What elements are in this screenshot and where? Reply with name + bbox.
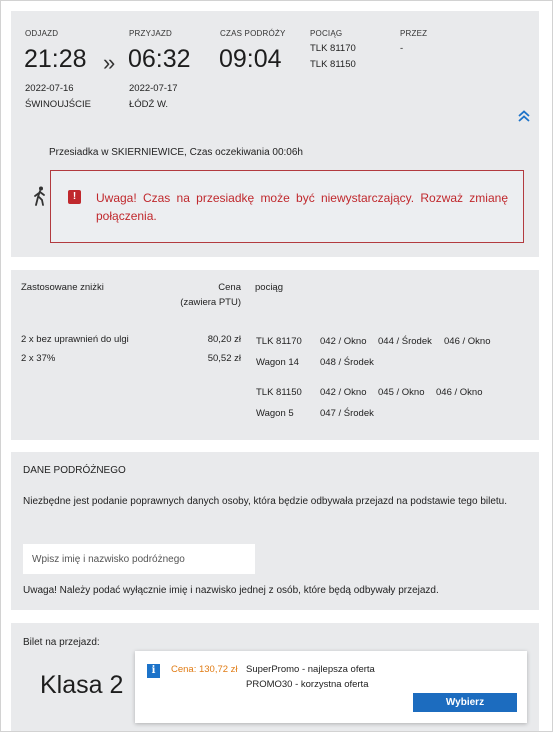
ticket-title: Bilet na przejazd: [23, 637, 100, 648]
seat-entry: 046 / Okno [436, 387, 483, 398]
transfer-warning [50, 170, 524, 243]
ticket-class: Klasa 2 [40, 671, 124, 699]
seat-entry: 042 / Okno [320, 387, 367, 398]
seat-train: TLK 81150 [256, 387, 302, 398]
via-label: PRZEZ [400, 29, 428, 38]
departure-time: 21:28 [24, 45, 87, 73]
ticket-panel [11, 623, 539, 731]
passenger-title: DANE PODRÓŻNEGO [23, 465, 126, 476]
discount-header: Zastosowane zniżki [21, 282, 104, 293]
discount-type: 2 x bez uprawnień do ulgi [21, 334, 129, 345]
offer-name: PROMO30 - korzystna oferta [246, 679, 369, 690]
train-number: TLK 81150 [310, 59, 356, 70]
offer-card [135, 651, 527, 723]
journey-panel [11, 11, 539, 257]
exclamation-icon: ! [68, 190, 81, 204]
seat-wagon: Wagon 5 [256, 408, 294, 419]
seat-wagon: Wagon 14 [256, 357, 299, 368]
direction-arrow: » [103, 50, 116, 75]
duration-label: CZAS PODRÓŻY [220, 29, 286, 38]
offer-name: SuperPromo - najlepsza oferta [246, 664, 375, 675]
select-offer-button[interactable]: Wybierz [413, 693, 517, 712]
walking-person-icon [33, 186, 47, 206]
arrival-label: PRZYJAZD [129, 29, 172, 38]
discounts-panel [11, 270, 539, 440]
seat-entry: 046 / Okno [444, 336, 491, 347]
duration-value: 09:04 [219, 45, 282, 73]
departure-date: 2022-07-16 [25, 83, 74, 94]
passenger-panel [11, 452, 539, 610]
info-icon: i [147, 664, 160, 678]
train-label: POCIĄG [310, 29, 343, 38]
seat-entry: 047 / Środek [320, 408, 374, 419]
via-value: - [400, 43, 404, 54]
train-header: pociąg [255, 282, 283, 293]
seat-entry: 048 / Środek [320, 357, 374, 368]
passenger-note: Uwaga! Należy podać wyłącznie imię i nazwisko jednej z osób, które będą odbywały przejazd. [23, 585, 439, 596]
price-header: Cena [218, 282, 241, 293]
arrival-date: 2022-07-17 [129, 83, 178, 94]
departure-label: ODJAZD [25, 29, 59, 38]
discount-price: 50,52 zł [207, 353, 241, 364]
discount-price: 80,20 zł [207, 334, 241, 345]
seat-entry: 045 / Okno [378, 387, 425, 398]
warning-message: Uwaga! Czas na przesiadkę może być niewystarczający. Rozważ zmianę połączenia. [96, 191, 508, 223]
train-number: TLK 81170 [310, 43, 356, 54]
seat-train: TLK 81170 [256, 336, 302, 347]
departure-station: ŚWINOUJŚCIE [25, 99, 91, 110]
double-chevron-up-icon[interactable] [517, 109, 531, 123]
offer-price: Cena: 130,72 zł [171, 664, 238, 675]
price-header-note: (zawiera PTU) [180, 297, 241, 308]
seat-entry: 042 / Okno [320, 336, 367, 347]
discount-type: 2 x 37% [21, 353, 56, 364]
arrival-station: ŁÓDŹ W. [129, 99, 169, 110]
seat-entry: 044 / Środek [378, 336, 432, 347]
passenger-description: Niezbędne jest podanie poprawnych danych osoby, która będzie odbywała przejazd na podstawie tego biletu. [23, 496, 508, 507]
passenger-name-input[interactable] [23, 544, 255, 574]
transfer-info: Przesiadka w SKIERNIEWICE, Czas oczekiwania 00:06h [49, 147, 303, 158]
arrival-time: 06:32 [128, 45, 191, 73]
